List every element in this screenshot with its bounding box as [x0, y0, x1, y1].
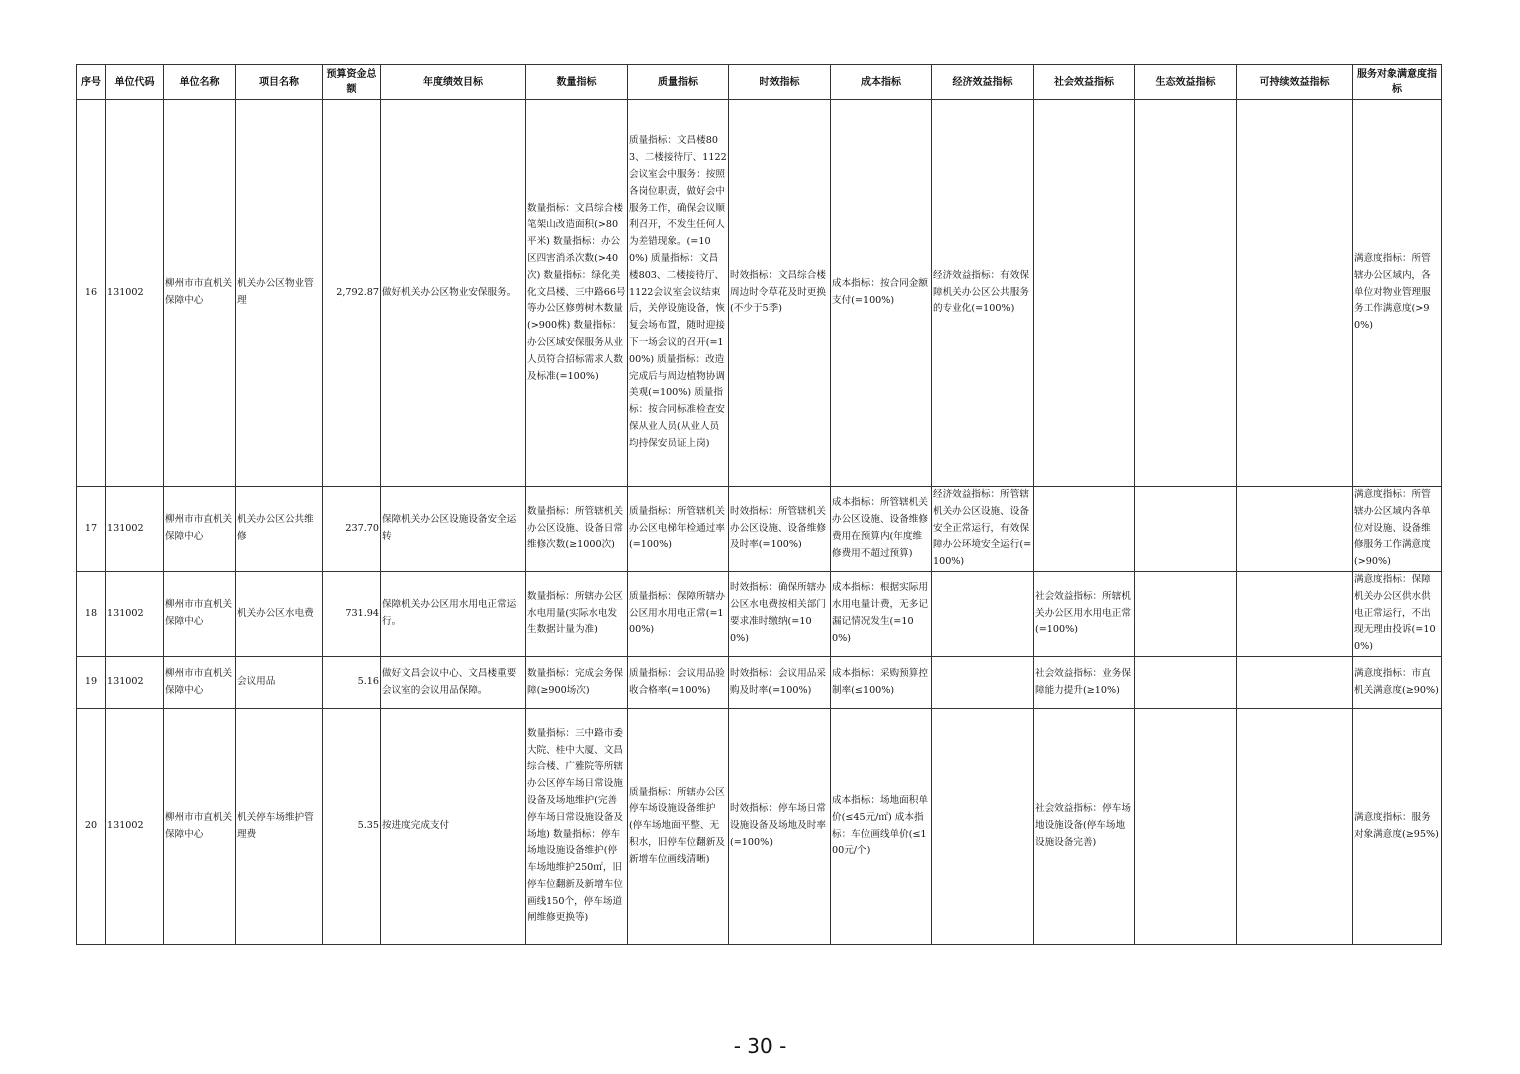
cell-cost: 成本指标：采购预算控制率(≤100%) — [831, 657, 932, 709]
cell-cost: 成本指标：根据实际用水用电量计费，无多记漏记情况发生(=100%) — [831, 572, 932, 657]
cell-quantity: 数量指标：三中路市委大院、桂中大厦、文昌综合楼、广雅院等所辖办公区停车场日常设施设备及场地维护(完善停车场日常设施设备及场地) 数量指标：停车场地设施设备维护(停车场地维护250㎡，旧停车位翻新及新增车位画线150个，停车场道闸维修更换等) — [526, 709, 628, 945]
cell-budget: 2,792.87 — [323, 100, 381, 487]
cell-sustainable — [1237, 100, 1353, 487]
cell-budget: 5.35 — [323, 709, 381, 945]
cell-seq: 17 — [77, 487, 106, 572]
cell-code: 131002 — [106, 487, 164, 572]
cell-unit: 柳州市市直机关保障中心 — [164, 572, 236, 657]
header-budget: 预算资金总额 — [323, 65, 381, 100]
cell-ecological — [1135, 572, 1237, 657]
table-row — [77, 100, 1442, 487]
cell-code: 131002 — [106, 572, 164, 657]
cell-code: 131002 — [106, 657, 164, 709]
cell-seq: 18 — [77, 572, 106, 657]
cell-cost: 成本指标：按合同金额支付(=100%) — [831, 100, 932, 487]
header-timeliness: 时效指标 — [729, 65, 831, 100]
header-sustainable: 可持续效益指标 — [1237, 65, 1353, 100]
cell-unit: 柳州市市直机关保障中心 — [164, 657, 236, 709]
cell-quantity: 数量指标：文昌综合楼笔架山改造面积(>80平米) 数量指标：办公区四害消杀次数(>40次) 数量指标：绿化美化文昌楼、三中路66号等办公区修剪树木数量(>900株) 数量指标：办公区域安保服务从业人员符合招标需求人数及标准(=100%) — [526, 100, 628, 487]
cell-seq: 16 — [77, 100, 106, 487]
cell-budget: 731.94 — [323, 572, 381, 657]
cell-social: 社会效益指标：业务保障能力提升(≥10%) — [1034, 657, 1135, 709]
header-seq: 序号 — [77, 65, 106, 100]
cell-goal: 保障机关办公区用水用电正常运行。 — [381, 572, 526, 657]
header-goal: 年度绩效目标 — [381, 65, 526, 100]
cell-code: 131002 — [106, 709, 164, 945]
cell-sustainable — [1237, 657, 1353, 709]
cell-timeliness: 时效指标：文昌综合楼周边时令草花及时更换(不少于5季) — [729, 100, 831, 487]
header-row — [77, 65, 1442, 100]
cell-economic — [932, 572, 1034, 657]
header-cost: 成本指标 — [831, 65, 932, 100]
cell-project: 机关办公区水电费 — [236, 572, 323, 657]
cell-seq: 19 — [77, 657, 106, 709]
cell-social: 社会效益指标：所辖机关办公区用水用电正常(=100%) — [1034, 572, 1135, 657]
cell-project: 机关办公区物业管理 — [236, 100, 323, 487]
header-project: 项目名称 — [236, 65, 323, 100]
cell-sustainable — [1237, 572, 1353, 657]
cell-unit: 柳州市市直机关保障中心 — [164, 709, 236, 945]
cell-social — [1034, 100, 1135, 487]
cell-quantity: 数量指标：完成会务保障(≥900场次) — [526, 657, 628, 709]
cell-quality: 质量指标：保障所辖办公区用水用电正常(=100%) — [628, 572, 729, 657]
cell-goal: 按进度完成支付 — [381, 709, 526, 945]
cell-satisfaction: 满意度指标：市直机关满意度(≥90%) — [1353, 657, 1442, 709]
cell-ecological — [1135, 657, 1237, 709]
cell-ecological — [1135, 100, 1237, 487]
cell-social: 社会效益指标：停车场地设施设备(停车场地设施设备完善) — [1034, 709, 1135, 945]
cell-satisfaction: 满意度指标：所管辖办公区域内各单位对设施、设备维修服务工作满意度(>90%) — [1353, 487, 1442, 572]
cell-sustainable — [1237, 487, 1353, 572]
cell-ecological — [1135, 709, 1237, 945]
cell-quality: 质量指标：会议用品验收合格率(=100%) — [628, 657, 729, 709]
cell-project: 机关停车场维护管理费 — [236, 709, 323, 945]
cell-budget: 5.16 — [323, 657, 381, 709]
cell-quality: 质量指标：所管辖机关办公区电梯年检通过率(=100%) — [628, 487, 729, 572]
page-number: - 30 - — [733, 1034, 787, 1058]
cell-unit: 柳州市市直机关保障中心 — [164, 487, 236, 572]
table-row — [77, 487, 1442, 572]
cell-budget: 237.70 — [323, 487, 381, 572]
cell-goal: 做好文昌会议中心、文昌楼重要会议室的会议用品保障。 — [381, 657, 526, 709]
table-row — [77, 572, 1442, 657]
cell-sustainable — [1237, 709, 1353, 945]
cell-goal: 保障机关办公区设施设备安全运转 — [381, 487, 526, 572]
cell-satisfaction: 满意度指标：保障机关办公区供水供电正常运行，不出现无理由投诉(=100%) — [1353, 572, 1442, 657]
cell-timeliness: 时效指标：确保所辖办公区水电费按相关部门要求准时缴纳(=100%) — [729, 572, 831, 657]
cell-cost: 成本指标：场地面积单价(≤45元/㎡) 成本指标：车位画线单价(≤100元/个) — [831, 709, 932, 945]
cell-economic: 经济效益指标：有效保障机关办公区公共服务的专业化(=100%) — [932, 100, 1034, 487]
cell-project: 会议用品 — [236, 657, 323, 709]
header-social: 社会效益指标 — [1034, 65, 1135, 100]
table-row — [77, 709, 1442, 945]
cell-goal: 做好机关办公区物业安保服务。 — [381, 100, 526, 487]
cell-economic — [932, 709, 1034, 945]
cell-timeliness: 时效指标：所管辖机关办公区设施、设备维修及时率(=100%) — [729, 487, 831, 572]
cell-ecological — [1135, 487, 1237, 572]
cell-social — [1034, 487, 1135, 572]
cell-timeliness: 时效指标：停车场日常设施设备及场地及时率(=100%) — [729, 709, 831, 945]
cell-quality: 质量指标：所辖办公区停车场设施设备维护(停车场地面平整、无积水，旧停车位翻新及新增车位画线清晰) — [628, 709, 729, 945]
cell-code: 131002 — [106, 100, 164, 487]
header-quality: 质量指标 — [628, 65, 729, 100]
header-satisfaction: 服务对象满意度指标 — [1353, 65, 1442, 100]
cell-satisfaction: 满意度指标：所管辖办公区域内，各单位对物业管理服务工作满意度(>90%) — [1353, 100, 1442, 487]
cell-satisfaction: 满意度指标：服务对象满意度(≥95%) — [1353, 709, 1442, 945]
cell-quality: 质量指标：文昌楼803、二楼接待厅、1122会议室会中服务：按照各岗位职责，做好会中服务工作，确保会议顺利召开，不发生任何人为差错现象。(=100%) 质量指标：文昌楼803、二楼接待厅、1122会议室会议结束后，关停设施设备，恢复会场布置，随时迎接下一场会议的召开(=100%) 质量指标：改造完成后与周边植物协调美观(=100%) 质量指标：按合同标准检查安保从业人员(从业人员均持保安员证上岗) — [628, 100, 729, 487]
cell-economic: 经济效益指标：所管辖机关办公区设施、设备安全正常运行，有效保障办公环境安全运行(=100%) — [932, 487, 1034, 572]
cell-quantity: 数量指标：所辖办公区水电用量(实际水电发生数据计量为准) — [526, 572, 628, 657]
cell-timeliness: 时效指标：会议用品采购及时率(=100%) — [729, 657, 831, 709]
cell-economic — [932, 657, 1034, 709]
header-ecological: 生态效益指标 — [1135, 65, 1237, 100]
performance-table — [76, 64, 1442, 945]
cell-project: 机关办公区公共维修 — [236, 487, 323, 572]
cell-seq: 20 — [77, 709, 106, 945]
cell-cost: 成本指标：所管辖机关办公区设施、设备维修费用在预算内(年度维修费用不超过预算) — [831, 487, 932, 572]
header-quantity: 数量指标 — [526, 65, 628, 100]
header-unit: 单位名称 — [164, 65, 236, 100]
cell-unit: 柳州市市直机关保障中心 — [164, 100, 236, 487]
header-code: 单位代码 — [106, 65, 164, 100]
header-economic: 经济效益指标 — [932, 65, 1034, 100]
cell-quantity: 数量指标：所管辖机关办公区设施、设备日常维修次数(≥1000次) — [526, 487, 628, 572]
table-row — [77, 657, 1442, 709]
